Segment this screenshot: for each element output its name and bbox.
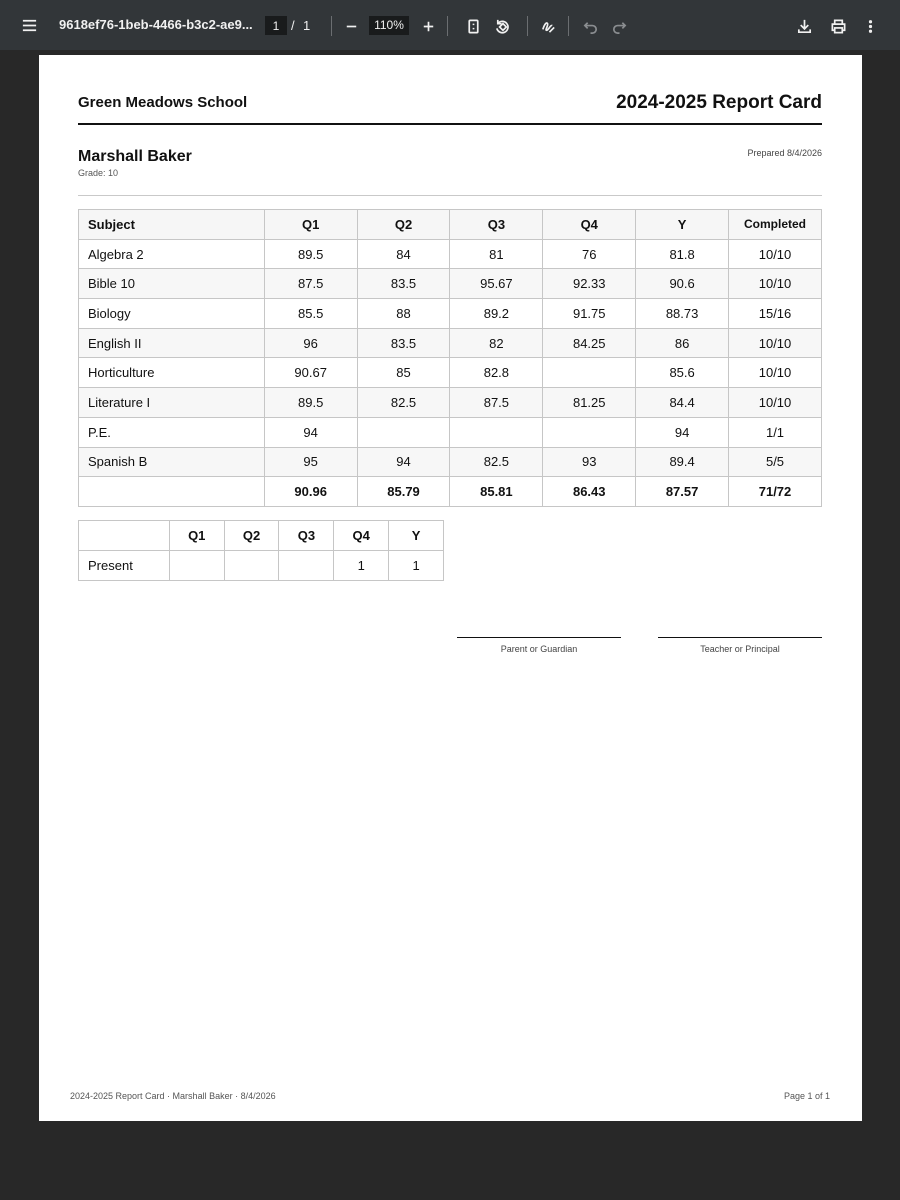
toolbar-divider bbox=[447, 16, 448, 36]
table-cell: 1 bbox=[334, 551, 389, 581]
total-cell: 90.96 bbox=[264, 477, 357, 507]
teacher-signature-label: Teacher or Principal bbox=[700, 644, 780, 654]
rotate-icon[interactable] bbox=[488, 12, 516, 40]
table-row bbox=[79, 388, 822, 418]
table-cell: Bible 10 bbox=[79, 269, 265, 299]
table-cell: Literature I bbox=[79, 388, 265, 418]
parent-signature-label: Parent or Guardian bbox=[500, 644, 578, 654]
table-cell: 95.67 bbox=[450, 269, 543, 299]
zoom-in-icon[interactable] bbox=[414, 12, 442, 40]
table-cell: Horticulture bbox=[79, 358, 265, 388]
table-cell: 82 bbox=[450, 328, 543, 358]
grades-table bbox=[78, 209, 822, 507]
table-cell: 83.5 bbox=[357, 328, 450, 358]
table-cell: 87.5 bbox=[264, 269, 357, 299]
table-cell: 85.5 bbox=[264, 299, 357, 329]
total-cell: 87.57 bbox=[636, 477, 729, 507]
table-cell: 81.8 bbox=[636, 239, 729, 269]
table-cell: 84.25 bbox=[543, 328, 636, 358]
table-cell: Biology bbox=[79, 299, 265, 329]
table-cell: 85 bbox=[357, 358, 450, 388]
table-cell: Present bbox=[79, 551, 170, 581]
column-header: Subject bbox=[79, 210, 265, 240]
grade-level: Grade: 10 bbox=[78, 168, 119, 178]
toolbar-divider bbox=[331, 16, 332, 36]
table-row bbox=[79, 447, 822, 477]
student-name: Marshall Baker bbox=[78, 148, 192, 165]
table-cell: 84.4 bbox=[636, 388, 729, 418]
table-cell: 89.5 bbox=[264, 388, 357, 418]
table-row bbox=[79, 328, 822, 358]
table-cell: 94 bbox=[357, 447, 450, 477]
total-cell: 85.79 bbox=[357, 477, 450, 507]
grades-header-row bbox=[79, 210, 822, 240]
table-cell: 89.5 bbox=[264, 239, 357, 269]
column-header: Q2 bbox=[357, 210, 450, 240]
table-cell bbox=[543, 358, 636, 388]
toolbar-divider bbox=[568, 16, 569, 36]
table-cell bbox=[450, 417, 543, 447]
toolbar-divider bbox=[527, 16, 528, 36]
column-header: Completed bbox=[729, 210, 822, 240]
table-cell: 88.73 bbox=[636, 299, 729, 329]
totals-row bbox=[79, 477, 822, 507]
page-total: 1 bbox=[303, 18, 311, 33]
redo-icon[interactable] bbox=[605, 12, 633, 40]
teacher-signature-line bbox=[658, 637, 822, 638]
table-cell: 83.5 bbox=[357, 269, 450, 299]
table-cell: 10/10 bbox=[729, 388, 822, 418]
attendance-table bbox=[78, 520, 444, 581]
menu-icon[interactable] bbox=[15, 11, 43, 39]
table-cell: 93 bbox=[543, 447, 636, 477]
table-cell: 81.25 bbox=[543, 388, 636, 418]
page-footer-right: Page 1 of 1 bbox=[783, 1091, 830, 1101]
parent-signature-line bbox=[457, 637, 621, 638]
table-cell: 85.6 bbox=[636, 358, 729, 388]
pdf-page bbox=[39, 55, 862, 1121]
total-cell: 85.81 bbox=[450, 477, 543, 507]
table-row bbox=[79, 358, 822, 388]
page-separator: / bbox=[291, 18, 295, 33]
table-cell: 10/10 bbox=[729, 328, 822, 358]
table-cell: 5/5 bbox=[729, 447, 822, 477]
total-cell: 86.43 bbox=[543, 477, 636, 507]
column-header: Q3 bbox=[279, 521, 334, 551]
table-cell: 90.6 bbox=[636, 269, 729, 299]
more-options-icon[interactable] bbox=[856, 12, 884, 40]
zoom-level-input[interactable]: 110% bbox=[369, 16, 409, 35]
pdf-toolbar bbox=[0, 0, 900, 50]
table-cell: 81 bbox=[450, 239, 543, 269]
table-cell: 86 bbox=[636, 328, 729, 358]
fit-page-icon[interactable] bbox=[459, 12, 487, 40]
column-header: Q1 bbox=[264, 210, 357, 240]
table-cell bbox=[169, 551, 224, 581]
table-cell: 10/10 bbox=[729, 239, 822, 269]
table-cell: 82.5 bbox=[357, 388, 450, 418]
page-number-input[interactable] bbox=[265, 16, 287, 35]
table-cell bbox=[357, 417, 450, 447]
document-title: 9618ef76-1beb-4466-b3c2-ae9... bbox=[59, 17, 253, 32]
page-footer-left: 2024-2025 Report Card · Marshall Baker · 8/4/2026 bbox=[70, 1091, 276, 1101]
table-cell: English II bbox=[79, 328, 265, 358]
column-header: Y bbox=[389, 521, 444, 551]
table-cell: Algebra 2 bbox=[79, 239, 265, 269]
table-row bbox=[79, 417, 822, 447]
table-cell: 94 bbox=[636, 417, 729, 447]
table-cell: 94 bbox=[264, 417, 357, 447]
table-cell bbox=[224, 551, 279, 581]
table-cell: P.E. bbox=[79, 417, 265, 447]
download-icon[interactable] bbox=[790, 12, 818, 40]
table-row bbox=[79, 299, 822, 329]
table-row bbox=[79, 239, 822, 269]
attendance-row bbox=[79, 551, 444, 581]
column-header: Q1 bbox=[169, 521, 224, 551]
table-cell: 1/1 bbox=[729, 417, 822, 447]
draw-annotation-icon[interactable] bbox=[534, 12, 562, 40]
table-cell: 10/10 bbox=[729, 358, 822, 388]
school-name: Green Meadows School bbox=[78, 94, 248, 111]
table-cell: 84 bbox=[357, 239, 450, 269]
column-header: Q2 bbox=[224, 521, 279, 551]
table-cell: 10/10 bbox=[729, 269, 822, 299]
header-divider bbox=[78, 123, 822, 125]
prepared-date: Prepared 8/4/2026 bbox=[747, 148, 822, 158]
print-icon[interactable] bbox=[824, 12, 852, 40]
table-row bbox=[79, 269, 822, 299]
total-cell bbox=[79, 477, 265, 507]
table-cell: 92.33 bbox=[543, 269, 636, 299]
table-cell bbox=[279, 551, 334, 581]
column-header: Q4 bbox=[543, 210, 636, 240]
table-cell: 82.8 bbox=[450, 358, 543, 388]
undo-icon[interactable] bbox=[576, 12, 604, 40]
table-cell: Spanish B bbox=[79, 447, 265, 477]
attendance-header-row bbox=[79, 521, 444, 551]
table-cell: 91.75 bbox=[543, 299, 636, 329]
table-cell: 1 bbox=[389, 551, 444, 581]
table-cell: 15/16 bbox=[729, 299, 822, 329]
column-header: Q4 bbox=[334, 521, 389, 551]
zoom-out-icon[interactable] bbox=[337, 12, 365, 40]
table-cell: 90.67 bbox=[264, 358, 357, 388]
table-cell bbox=[543, 417, 636, 447]
total-cell: 71/72 bbox=[729, 477, 822, 507]
column-header: Q3 bbox=[450, 210, 543, 240]
column-header bbox=[79, 521, 170, 551]
table-cell: 89.4 bbox=[636, 447, 729, 477]
table-cell: 87.5 bbox=[450, 388, 543, 418]
report-title: 2024-2025 Report Card bbox=[616, 92, 822, 113]
section-divider bbox=[78, 195, 822, 196]
table-cell: 96 bbox=[264, 328, 357, 358]
table-cell: 76 bbox=[543, 239, 636, 269]
table-cell: 95 bbox=[264, 447, 357, 477]
table-cell: 88 bbox=[357, 299, 450, 329]
table-cell: 82.5 bbox=[450, 447, 543, 477]
table-cell: 89.2 bbox=[450, 299, 543, 329]
column-header: Y bbox=[636, 210, 729, 240]
